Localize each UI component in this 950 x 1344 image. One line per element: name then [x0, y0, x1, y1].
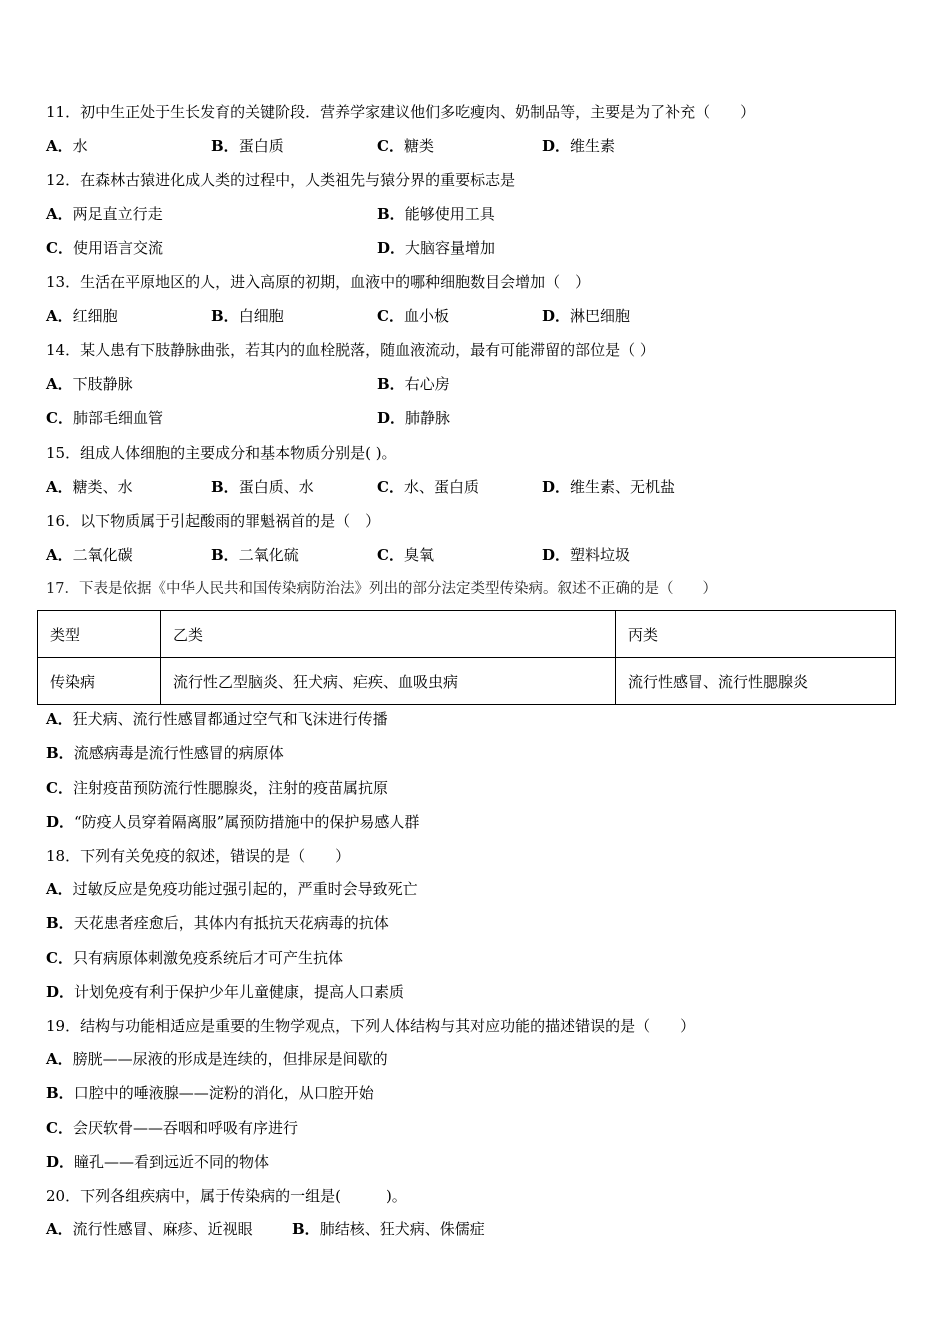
question-14-stem: 14．某人患有下肢静脉曲张，若其内的血栓脱落，随血液流动，最有可能滞留的部位是（ ） [46, 341, 655, 359]
table-header-cell: 丙类 [616, 611, 896, 658]
q20-option-b: B．肺结核、狂犬病、侏儒症 [292, 1220, 485, 1238]
q18-option-b: B．天花患者痊愈后，其体内有抵抗天花病毒的抗体 [46, 914, 389, 932]
q13-option-d: D．淋巴细胞 [542, 307, 631, 325]
question-20-stem: 20．下列各组疾病中，属于传染病的一组是( )。 [46, 1187, 407, 1205]
infectious-disease-table [37, 610, 896, 705]
q11-option-d: D．维生素 [542, 137, 616, 155]
q19-option-b: B．口腔中的唾液腺——淀粉的消化，从口腔开始 [46, 1084, 374, 1102]
q12-option-a: A．两足直立行走 [46, 205, 163, 223]
q12-option-c: C．使用语言交流 [46, 239, 163, 257]
q19-option-a: A．膀胱——尿液的形成是连续的，但排尿是间歇的 [46, 1050, 388, 1068]
q17-option-b: B．流感病毒是流行性感冒的病原体 [46, 744, 284, 762]
table-cell: 流行性感冒、流行性腮腺炎 [616, 658, 896, 705]
q14-option-c: C．肺部毛细血管 [46, 409, 163, 427]
q14-option-d: D．肺静脉 [377, 409, 451, 427]
q20-option-a: A．流行性感冒、麻疹、近视眼 [46, 1220, 253, 1238]
q16-option-a: A．二氧化碳 [46, 546, 133, 564]
table-cell: 流行性乙型脑炎、狂犬病、疟疾、血吸虫病 [161, 658, 616, 705]
table-row [38, 658, 896, 705]
q19-option-c: C．会厌软骨——吞咽和呼吸有序进行 [46, 1119, 298, 1137]
q11-option-b: B．蛋白质 [211, 137, 284, 155]
q15-option-a: A．糖类、水 [46, 478, 133, 496]
table-header-cell: 类型 [38, 611, 161, 658]
q12-option-d: D．大脑容量增加 [377, 239, 496, 257]
q12-option-b: B．能够使用工具 [377, 205, 495, 223]
q17-option-c: C．注射疫苗预防流行性腮腺炎，注射的疫苗属抗原 [46, 779, 388, 797]
q15-option-d: D．维生素、无机盐 [542, 478, 676, 496]
q17-option-d: D．“防疫人员穿着隔离服”属预防措施中的保护易感人群 [46, 813, 420, 831]
question-11-stem: 11．初中生正处于生长发育的关键阶段．营养学家建议他们多吃瘦肉、奶制品等，主要是为了补充（ ） [46, 103, 756, 121]
q19-option-d: D．瞳孔——看到远近不同的物体 [46, 1153, 270, 1171]
q16-option-c: C．臭氧 [377, 546, 434, 564]
q16-option-d: D．塑料垃圾 [542, 546, 631, 564]
question-15-stem: 15．组成人体细胞的主要成分和基本物质分别是( )。 [46, 444, 397, 462]
q18-option-c: C．只有病原体刺激免疫系统后才可产生抗体 [46, 949, 343, 967]
question-17-stem: 17．下表是依据《中华人民共和国传染病防治法》列出的部分法定类型传染病。叙述不正确的是（ ） [46, 581, 717, 597]
question-19-stem: 19．结构与功能相适应是重要的生物学观点，下列人体结构与其对应功能的描述错误的是（ ） [46, 1017, 696, 1035]
q17-option-a: A．狂犬病、流行性感冒都通过空气和飞沫进行传播 [46, 710, 388, 728]
q13-option-b: B．白细胞 [211, 307, 284, 325]
q13-option-c: C．血小板 [377, 307, 449, 325]
table-header-row [38, 611, 896, 658]
q11-option-c: C．糖类 [377, 137, 434, 155]
q15-option-c: C．水、蛋白质 [377, 478, 479, 496]
q13-option-a: A．红细胞 [46, 307, 118, 325]
question-18-stem: 18．下列有关免疫的叙述，错误的是（ ） [46, 847, 351, 865]
q11-option-a: A．水 [46, 137, 88, 155]
q14-option-a: A．下肢静脉 [46, 375, 133, 393]
q14-option-b: B．右心房 [377, 375, 450, 393]
question-13-stem: 13．生活在平原地区的人，进入高原的初期，血液中的哪种细胞数目会增加（ ） [46, 273, 591, 291]
table-cell: 传染病 [38, 658, 161, 705]
question-16-stem: 16．以下物质属于引起酸雨的罪魁祸首的是（ ） [46, 512, 381, 530]
question-12-stem: 12．在森林古猿进化成人类的过程中，人类祖先与猿分界的重要标志是 [46, 171, 516, 189]
q16-option-b: B．二氧化硫 [211, 546, 299, 564]
q18-option-d: D．计划免疫有利于保护少年儿童健康，提高人口素质 [46, 983, 405, 1001]
table-header-cell: 乙类 [161, 611, 616, 658]
q15-option-b: B．蛋白质、水 [211, 478, 314, 496]
q18-option-a: A．过敏反应是免疫功能过强引起的，严重时会导致死亡 [46, 880, 418, 898]
